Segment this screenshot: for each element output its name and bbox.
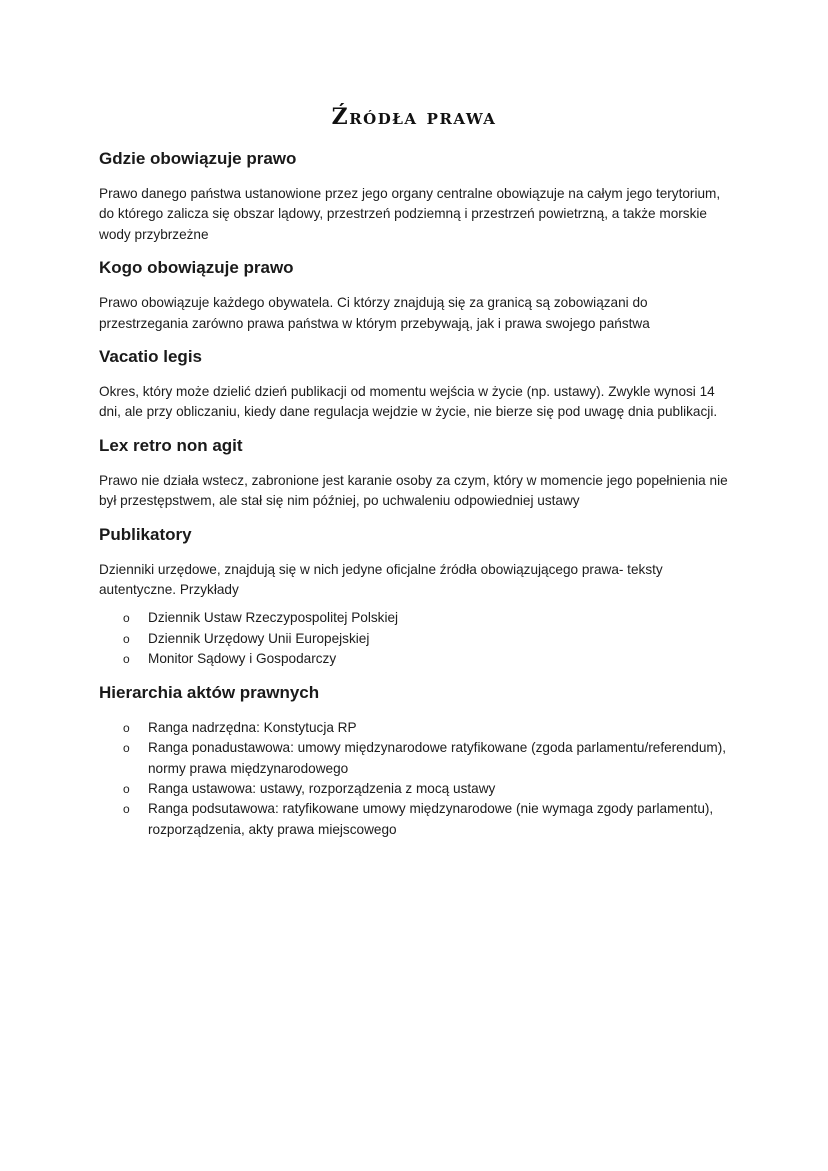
- publikatory-list: [99, 608, 739, 669]
- list-item: [123, 738, 739, 779]
- list-item: [123, 718, 739, 738]
- list-item-text: Ranga podsutawowa: ratyfikowane umowy międzynarodowe (nie wymaga zgody parlamentu), rozporządzenia, akty prawa miejscowego: [148, 801, 714, 837]
- bullet-icon: o: [123, 631, 130, 646]
- list-item-text: Monitor Sądowy i Gospodarczy: [148, 651, 337, 667]
- hierarchia-list: [99, 718, 739, 840]
- section-heading: Gdzie obowiązuje prawo: [99, 149, 297, 168]
- section-heading: Vacatio legis: [99, 347, 202, 367]
- page-title: Źródła prawa: [331, 104, 497, 130]
- bullet-icon: o: [123, 741, 130, 756]
- section-heading: Lex retro non agit: [99, 435, 243, 455]
- list-item-text: Dziennik Urzędowy Unii Europejskiej: [148, 630, 370, 646]
- bullet-icon: o: [123, 802, 130, 817]
- list-item-text: Ranga nadrzędna: Konstytucja RP: [148, 719, 357, 735]
- section-kogo-obowiazuje: [99, 257, 739, 334]
- section-lex-retro: [99, 435, 739, 512]
- section-paragraph: Prawo danego państwa ustanowione przez jego organy centralne obowiązuje na całym jego terytorium, do którego zalicza się obszar lądowy, przestrzeń podziemną i przestrzeń powietrzną, a także morskie wody przybrzeżne: [99, 186, 721, 242]
- bullet-icon: o: [123, 652, 130, 667]
- list-item: [123, 799, 739, 840]
- bullet-icon: o: [123, 781, 130, 796]
- list-item: [123, 629, 739, 649]
- section-publikatory: [99, 524, 739, 670]
- list-item-text: Ranga ustawowa: ustawy, rozporządzenia z mocą ustawy: [148, 780, 496, 796]
- document-body: [99, 148, 739, 852]
- section-paragraph: Prawo nie działa wstecz, zabronione jest karanie osoby za czym, który w momencie jego popełnienia nie był przestępstwem, ale stał się nim później, po uchwaleniu odpowiedniej ustawy: [99, 472, 728, 509]
- section-gdzie-obowiazuje: [99, 148, 739, 245]
- section-heading: Publikatory: [99, 524, 192, 544]
- list-item-text: Dziennik Ustaw Rzeczypospolitej Polskiej: [148, 610, 399, 626]
- list-item: [123, 608, 739, 628]
- list-item: [123, 779, 739, 799]
- section-heading: Hierarchia aktów prawnych: [99, 682, 320, 702]
- bullet-icon: o: [123, 611, 130, 626]
- section-paragraph: Prawo obowiązuje każdego obywatela. Ci którzy znajdują się za granicą są zobowiązani do przestrzegania zarówno prawa państwa w którym przebywają, jak i prawa swojego państwa: [99, 295, 650, 331]
- section-vacatio-legis: [99, 346, 739, 423]
- bullet-icon: o: [123, 720, 130, 735]
- section-hierarchia: [99, 682, 739, 840]
- list-item-text: Ranga ponadustawowa: umowy międzynarodowe ratyfikowane (zgoda parlamentu/referendum), normy prawa międzynarodowego: [148, 740, 727, 776]
- section-paragraph: Okres, który może dzielić dzień publikacji od momentu wejścia w życie (np. ustawy). Zwykle wynosi 14 dni, ale przy obliczaniu, kiedy dane regulacja wejdzie w życie, nie bierze się pod uwagę dnia publikacji.: [99, 384, 718, 420]
- list-item: [123, 649, 739, 669]
- section-paragraph: Dzienniki urzędowe, znajdują się w nich jedyne oficjalne źródła obowiązującego prawa- teksty autentyczne. Przykłady: [99, 561, 663, 598]
- section-heading: Kogo obowiązuje prawo: [99, 258, 294, 278]
